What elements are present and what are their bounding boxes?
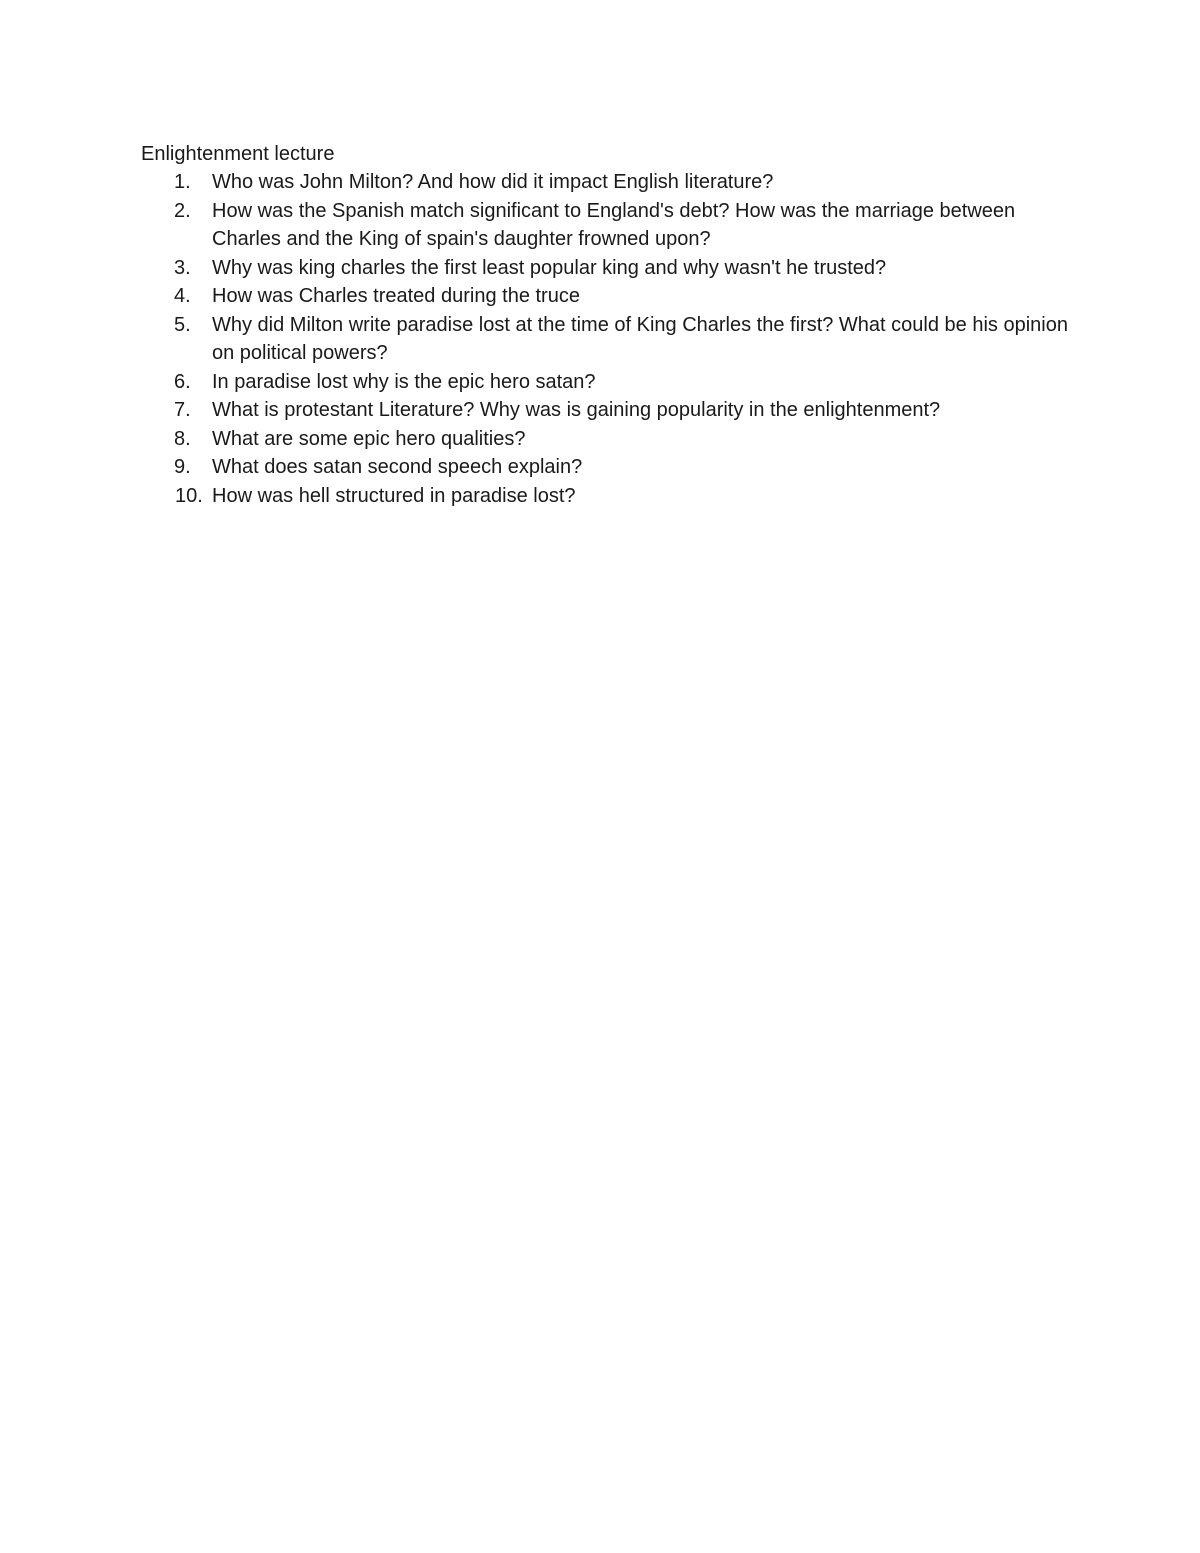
question-number: 2. — [174, 199, 191, 222]
question-item — [141, 482, 1081, 511]
question-text: What are some epic hero qualities? — [212, 427, 526, 450]
question-number: 5. — [174, 313, 191, 336]
question-number: 3. — [174, 256, 191, 279]
question-number: 7. — [174, 399, 191, 421]
question-text: How was hell structured in paradise lost? — [212, 484, 576, 507]
question-number: 6. — [174, 370, 191, 393]
question-item — [141, 368, 1081, 397]
question-number: 8. — [174, 427, 191, 450]
document-content — [141, 140, 1081, 510]
document-title: Enlightenment lecture — [141, 143, 335, 165]
question-item — [141, 254, 1081, 283]
question-list — [141, 168, 1081, 510]
question-number: 10. — [175, 484, 203, 507]
question-item — [141, 396, 1081, 425]
question-text: What does satan second speech explain? — [212, 456, 583, 478]
question-text: In paradise lost why is the epic hero satan? — [212, 370, 596, 393]
question-number: 9. — [174, 456, 191, 478]
question-item — [141, 311, 1081, 368]
question-text: Why did Milton write paradise lost at the time of King Charles the first? What could be his opinion on political powers? — [212, 313, 1068, 364]
question-item — [141, 197, 1081, 254]
question-text: How was the Spanish match significant to England's debt? How was the marriage between Charles and the King of spain's daughter frowned upon? — [212, 199, 1016, 250]
question-item — [141, 453, 1081, 482]
question-item — [141, 282, 1081, 311]
question-text: Who was John Milton? And how did it impact English literature? — [212, 171, 774, 193]
question-text: Why was king charles the first least popular king and why wasn't he trusted? — [212, 256, 887, 279]
question-text: How was Charles treated during the truce — [212, 285, 580, 307]
question-text: What is protestant Literature? Why was is gaining popularity in the enlightenment? — [212, 399, 941, 421]
question-item — [141, 168, 1081, 197]
question-item — [141, 425, 1081, 454]
question-number: 1. — [174, 171, 191, 193]
question-number: 4. — [174, 285, 191, 307]
